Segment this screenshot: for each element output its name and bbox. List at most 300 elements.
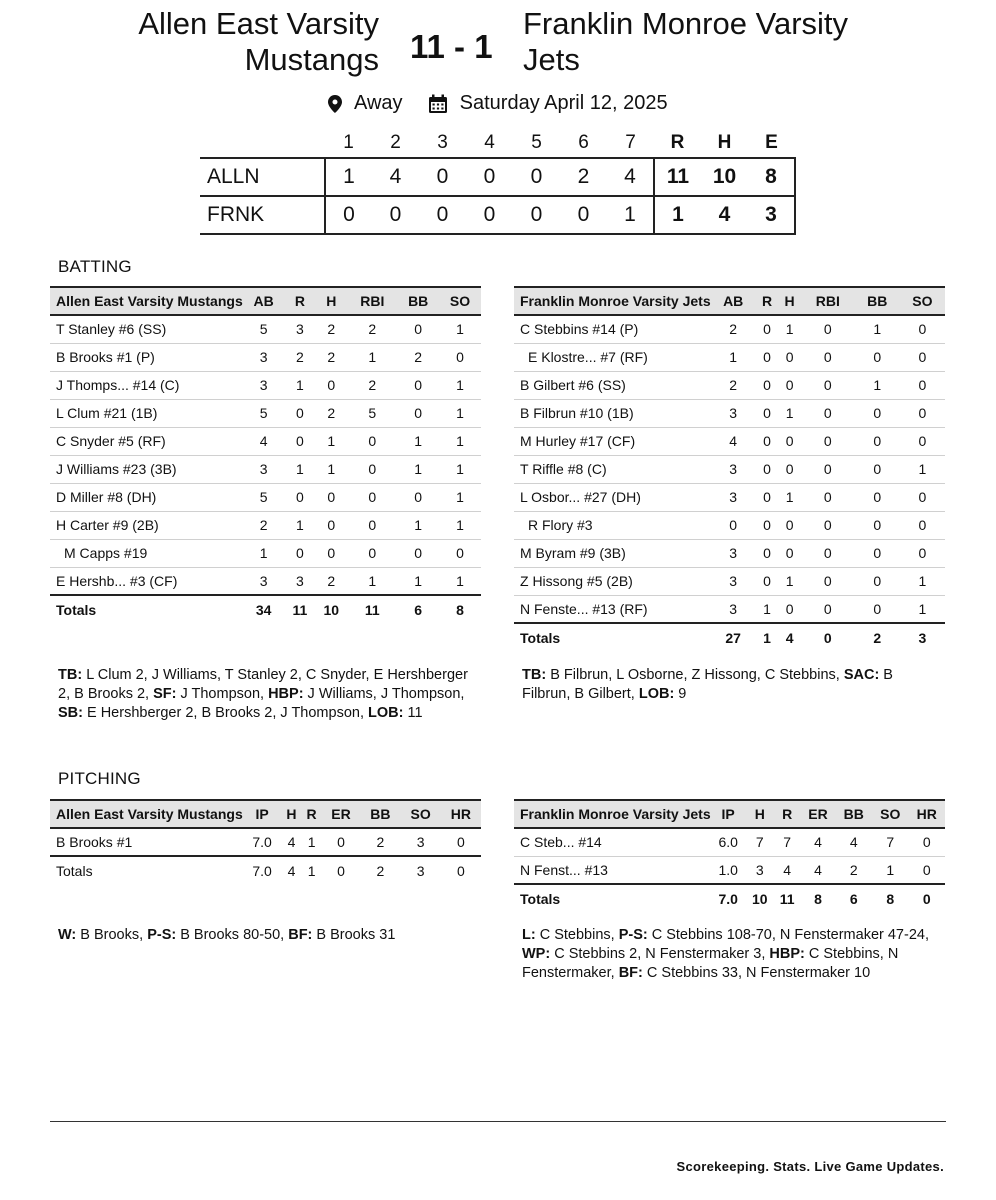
team-header: Allen East Varsity Mustangs bbox=[50, 800, 243, 828]
stat-cell: 0 bbox=[900, 511, 945, 539]
stat-cell: 0 bbox=[778, 427, 801, 455]
batter-row bbox=[514, 567, 945, 595]
stat-cell: 3 bbox=[285, 315, 316, 343]
stat-cell: 0 bbox=[801, 427, 855, 455]
stat-cell: 0 bbox=[900, 483, 945, 511]
stat-cell: 0 bbox=[801, 483, 855, 511]
stat-cell: 0 bbox=[711, 511, 756, 539]
stat-cell: 1 bbox=[756, 595, 779, 623]
column-header: R bbox=[302, 800, 322, 828]
errors-total: 3 bbox=[748, 196, 795, 234]
totals-cell: 6 bbox=[836, 884, 872, 912]
stat-cell: 1 bbox=[439, 371, 481, 399]
note-label: TB: bbox=[522, 667, 547, 683]
stat-cell: 7 bbox=[746, 828, 774, 856]
stat-cell: 1 bbox=[439, 455, 481, 483]
stat-cell: 3 bbox=[243, 343, 285, 371]
totals-label: Totals bbox=[514, 623, 711, 651]
batting-notes-home bbox=[522, 666, 942, 704]
stat-cell: 0 bbox=[855, 511, 900, 539]
note-label: SF: bbox=[153, 686, 177, 702]
batting-section-title: BATTING bbox=[58, 257, 132, 276]
note-label: SAC: bbox=[843, 667, 880, 683]
note-text: B Filbrun, L Osborne, Z Hissong, C Stebbins, bbox=[546, 667, 844, 683]
note-text: 9 bbox=[674, 686, 687, 702]
batter-row bbox=[50, 315, 481, 343]
batter-row bbox=[50, 371, 481, 399]
stat-cell: 0 bbox=[778, 511, 801, 539]
totals-row bbox=[514, 623, 945, 651]
linescore-row-away bbox=[200, 158, 795, 196]
stat-cell: 0 bbox=[397, 315, 439, 343]
stat-cell: 1 bbox=[397, 455, 439, 483]
stat-cell: 2 bbox=[397, 343, 439, 371]
stat-cell: 0 bbox=[315, 371, 347, 399]
stat-cell: 0 bbox=[756, 567, 779, 595]
stat-cell: 0 bbox=[285, 539, 316, 567]
column-header: IP bbox=[711, 800, 746, 828]
totals-cell: 0 bbox=[908, 884, 945, 912]
stat-cell: 1.0 bbox=[711, 856, 746, 884]
pitcher-row bbox=[50, 828, 481, 856]
totals-cell: 10 bbox=[315, 595, 347, 623]
stat-cell: 0 bbox=[778, 371, 801, 399]
stat-cell: 3 bbox=[711, 567, 756, 595]
player-name: E Hershb... #3 (CF) bbox=[50, 567, 243, 595]
batter-row bbox=[50, 511, 481, 539]
totals-cell: 6 bbox=[397, 595, 439, 623]
away-team-line2: Mustangs bbox=[244, 42, 379, 77]
batter-row bbox=[514, 455, 945, 483]
stat-cell: 5 bbox=[243, 399, 285, 427]
stat-cell: 0 bbox=[855, 483, 900, 511]
batter-row bbox=[514, 399, 945, 427]
column-header: H bbox=[281, 800, 301, 828]
stat-cell: 0 bbox=[285, 483, 316, 511]
column-header: SO bbox=[401, 800, 441, 828]
column-header: AB bbox=[243, 287, 285, 315]
stat-cell: 0 bbox=[900, 427, 945, 455]
column-header: IP bbox=[243, 800, 282, 828]
note-text: 11 bbox=[403, 705, 423, 721]
batter-row bbox=[50, 399, 481, 427]
stat-cell: 0 bbox=[778, 455, 801, 483]
stat-cell: 0 bbox=[397, 539, 439, 567]
note-label: TB: bbox=[58, 667, 83, 683]
totals-cell: 34 bbox=[243, 595, 285, 623]
final-score: 11 - 1 bbox=[410, 28, 493, 65]
column-header: H bbox=[315, 287, 347, 315]
stat-cell: 0 bbox=[855, 399, 900, 427]
stat-cell: 7 bbox=[872, 828, 908, 856]
totals-cell: 3 bbox=[900, 623, 945, 651]
stat-cell: 2 bbox=[315, 315, 347, 343]
stat-cell: 4 bbox=[243, 427, 285, 455]
home-team-line1: Franklin Monroe Varsity bbox=[523, 6, 849, 41]
note-text: J Williams, J Thompson, bbox=[303, 686, 465, 702]
inning-score: 0 bbox=[436, 165, 449, 188]
stat-cell: 0 bbox=[441, 828, 481, 856]
totals-cell: 11 bbox=[774, 884, 801, 912]
note-label: BF: bbox=[288, 927, 313, 943]
location-pin-icon bbox=[328, 92, 342, 115]
inning-score: 0 bbox=[530, 203, 543, 226]
inning-4-header: 4 bbox=[484, 131, 495, 153]
stat-cell: 1 bbox=[302, 828, 322, 856]
stat-cell: 2 bbox=[347, 315, 397, 343]
totals-cell: 7.0 bbox=[711, 884, 746, 912]
stat-cell: 2 bbox=[711, 371, 756, 399]
stat-cell: 0 bbox=[756, 511, 779, 539]
stat-cell: 0 bbox=[778, 539, 801, 567]
column-header: R bbox=[756, 287, 779, 315]
stat-cell: 0 bbox=[439, 539, 481, 567]
team-header: Franklin Monroe Varsity Jets bbox=[514, 800, 711, 828]
stat-cell: 3 bbox=[243, 371, 285, 399]
stat-cell: 4 bbox=[774, 856, 801, 884]
column-header: BB bbox=[360, 800, 400, 828]
totals-cell: 1 bbox=[756, 623, 779, 651]
stat-cell: 1 bbox=[439, 511, 481, 539]
totals-cell: 3 bbox=[401, 856, 441, 884]
column-header: SO bbox=[872, 800, 908, 828]
player-name: B Brooks #1 (P) bbox=[50, 343, 243, 371]
team-header: Franklin Monroe Varsity Jets bbox=[514, 287, 711, 315]
pitching-notes-home bbox=[522, 926, 942, 983]
column-header: BB bbox=[855, 287, 900, 315]
game-header bbox=[0, 6, 996, 86]
stat-cell: 2 bbox=[360, 828, 400, 856]
stat-cell: 4 bbox=[800, 828, 835, 856]
column-header: BB bbox=[397, 287, 439, 315]
stat-cell: 3 bbox=[243, 567, 285, 595]
stat-cell: 1 bbox=[855, 371, 900, 399]
note-text: E Hershberger 2, B Brooks 2, J Thompson, bbox=[82, 705, 369, 721]
stat-cell: 1 bbox=[285, 371, 316, 399]
totals-row bbox=[50, 856, 481, 884]
stat-cell: 0 bbox=[908, 856, 945, 884]
pitching-notes-away bbox=[58, 926, 478, 945]
stat-cell: 3 bbox=[711, 539, 756, 567]
away-team-name bbox=[138, 6, 379, 78]
home-team-line2: Jets bbox=[523, 42, 580, 77]
stat-cell: 0 bbox=[397, 483, 439, 511]
stat-cell: 0 bbox=[756, 539, 779, 567]
stat-cell: 0 bbox=[756, 455, 779, 483]
player-name: N Fenst... #13 bbox=[514, 856, 711, 884]
stat-cell: 1 bbox=[439, 315, 481, 343]
batting-table-home bbox=[514, 286, 945, 651]
pitcher-row bbox=[514, 856, 945, 884]
batter-row bbox=[514, 371, 945, 399]
column-header: R bbox=[285, 287, 316, 315]
stat-cell: 1 bbox=[900, 595, 945, 623]
runs-header: R bbox=[670, 131, 685, 153]
stat-cell: 0 bbox=[855, 427, 900, 455]
linescore-team: FRNK bbox=[207, 203, 265, 226]
column-header: H bbox=[778, 287, 801, 315]
stat-cell: 3 bbox=[711, 483, 756, 511]
stat-cell: 3 bbox=[711, 399, 756, 427]
player-name: C Stebbins #14 (P) bbox=[514, 315, 711, 343]
inning-score: 0 bbox=[483, 203, 496, 226]
stat-cell: 2 bbox=[711, 315, 756, 343]
column-header: SO bbox=[439, 287, 481, 315]
player-name: T Riffle #8 (C) bbox=[514, 455, 711, 483]
stat-cell: 4 bbox=[836, 828, 872, 856]
totals-cell: 8 bbox=[872, 884, 908, 912]
note-text: L Clum 2, J Williams, T Stanley 2, C Snyder, E Hershberger 2, B Brooks 2, bbox=[58, 667, 468, 702]
stat-cell: 3 bbox=[711, 455, 756, 483]
stat-cell: 1 bbox=[285, 511, 316, 539]
stat-cell: 0 bbox=[900, 315, 945, 343]
column-header: HR bbox=[908, 800, 945, 828]
stat-cell: 6.0 bbox=[711, 828, 746, 856]
stat-cell: 0 bbox=[439, 343, 481, 371]
stat-cell: 1 bbox=[315, 455, 347, 483]
stat-cell: 0 bbox=[855, 539, 900, 567]
totals-cell: 11 bbox=[347, 595, 397, 623]
column-header: R bbox=[774, 800, 801, 828]
player-name: J Thomps... #14 (C) bbox=[50, 371, 243, 399]
stat-cell: 1 bbox=[439, 483, 481, 511]
stat-cell: 0 bbox=[756, 427, 779, 455]
stat-cell: 5 bbox=[243, 483, 285, 511]
batter-row bbox=[50, 483, 481, 511]
inning-2-header: 2 bbox=[390, 131, 401, 153]
inning-3-header: 3 bbox=[437, 131, 448, 153]
stat-cell: 0 bbox=[315, 483, 347, 511]
stat-cell: 0 bbox=[347, 483, 397, 511]
stat-cell: 0 bbox=[756, 371, 779, 399]
stat-cell: 0 bbox=[756, 343, 779, 371]
inning-score: 0 bbox=[436, 203, 449, 226]
team-header: Allen East Varsity Mustangs bbox=[50, 287, 243, 315]
stat-cell: 0 bbox=[801, 511, 855, 539]
stat-cell: 0 bbox=[801, 455, 855, 483]
hits-total: 4 bbox=[718, 203, 731, 226]
inning-score: 0 bbox=[325, 196, 372, 234]
inning-1-header: 1 bbox=[343, 131, 354, 153]
stat-cell: 7.0 bbox=[243, 828, 282, 856]
location-text: Away bbox=[353, 92, 403, 115]
column-header: ER bbox=[322, 800, 361, 828]
stat-cell: 1 bbox=[778, 483, 801, 511]
stat-cell: 1 bbox=[347, 343, 397, 371]
batter-row bbox=[514, 427, 945, 455]
stat-cell: 0 bbox=[285, 427, 316, 455]
note-text: C Stebbins 33, N Fenstermaker 10 bbox=[642, 965, 871, 981]
inning-6-header: 6 bbox=[578, 131, 589, 153]
stat-cell: 3 bbox=[746, 856, 774, 884]
stat-cell: 0 bbox=[900, 399, 945, 427]
stat-cell: 0 bbox=[285, 399, 316, 427]
stat-cell: 0 bbox=[855, 595, 900, 623]
player-name: M Byram #9 (3B) bbox=[514, 539, 711, 567]
totals-row bbox=[514, 884, 945, 912]
stat-cell: 1 bbox=[397, 427, 439, 455]
game-date: Saturday April 12, 2025 bbox=[459, 92, 668, 115]
inning-7-header: 7 bbox=[625, 131, 636, 153]
stat-cell: 0 bbox=[756, 315, 779, 343]
player-name: Z Hissong #5 (2B) bbox=[514, 567, 711, 595]
totals-cell: 11 bbox=[285, 595, 316, 623]
away-team-line1: Allen East Varsity bbox=[138, 6, 379, 41]
stat-cell: 0 bbox=[315, 511, 347, 539]
note-label: P-S: bbox=[147, 927, 177, 943]
home-team-name bbox=[523, 6, 848, 78]
table-header-row bbox=[514, 287, 945, 315]
linescore-row-home bbox=[200, 196, 795, 234]
pitching-table-away bbox=[50, 799, 481, 884]
inning-score: 4 bbox=[389, 165, 402, 188]
note-label: LOB: bbox=[368, 705, 404, 721]
linescore-header-row bbox=[200, 128, 795, 158]
player-name: D Miller #8 (DH) bbox=[50, 483, 243, 511]
column-header: RBI bbox=[801, 287, 855, 315]
batter-row bbox=[50, 427, 481, 455]
pitching-section-title: PITCHING bbox=[58, 769, 141, 788]
totals-row bbox=[50, 595, 481, 623]
table-header-row bbox=[514, 800, 945, 828]
batter-row bbox=[514, 483, 945, 511]
inning-score: 0 bbox=[389, 203, 402, 226]
stat-cell: 3 bbox=[285, 567, 316, 595]
stat-cell: 0 bbox=[855, 455, 900, 483]
stat-cell: 1 bbox=[900, 567, 945, 595]
column-header: H bbox=[746, 800, 774, 828]
stat-cell: 0 bbox=[347, 455, 397, 483]
column-header: BB bbox=[836, 800, 872, 828]
player-name: N Fenste... #13 (RF) bbox=[514, 595, 711, 623]
stat-cell: 2 bbox=[315, 343, 347, 371]
totals-cell: 2 bbox=[855, 623, 900, 651]
player-name: B Filbrun #10 (1B) bbox=[514, 399, 711, 427]
note-text: J Thompson, bbox=[176, 686, 269, 702]
note-label: BF: bbox=[618, 965, 643, 981]
pitcher-row bbox=[514, 828, 945, 856]
totals-label: Totals bbox=[50, 856, 243, 884]
stat-cell: 1 bbox=[711, 343, 756, 371]
totals-label: Totals bbox=[514, 884, 711, 912]
player-name: E Klostre... #7 (RF) bbox=[514, 343, 711, 371]
inning-score: 0 bbox=[483, 165, 496, 188]
note-label: P-S: bbox=[618, 927, 648, 943]
linescore-team: ALLN bbox=[207, 165, 260, 188]
inning-score: 1 bbox=[624, 203, 636, 226]
stat-cell: 1 bbox=[347, 567, 397, 595]
note-text: B Brooks 80-50, bbox=[176, 927, 289, 943]
totals-label: Totals bbox=[50, 595, 243, 623]
inning-score: 4 bbox=[624, 165, 636, 188]
column-header: HR bbox=[441, 800, 481, 828]
totals-cell: 0 bbox=[322, 856, 361, 884]
totals-cell: 4 bbox=[281, 856, 301, 884]
stat-cell: 1 bbox=[778, 567, 801, 595]
inning-score: 0 bbox=[577, 203, 590, 226]
stat-cell: 2 bbox=[836, 856, 872, 884]
player-name: C Steb... #14 bbox=[514, 828, 711, 856]
game-meta bbox=[0, 92, 996, 115]
stat-cell: 1 bbox=[397, 567, 439, 595]
stat-cell: 0 bbox=[801, 343, 855, 371]
totals-cell: 7.0 bbox=[243, 856, 282, 884]
totals-cell: 4 bbox=[778, 623, 801, 651]
player-name: M Capps #19 bbox=[50, 539, 243, 567]
batter-row bbox=[50, 343, 481, 371]
runs-total: 11 bbox=[654, 158, 701, 196]
stat-cell: 0 bbox=[347, 511, 397, 539]
note-text: B Brooks, bbox=[76, 927, 148, 943]
stat-cell: 0 bbox=[756, 483, 779, 511]
totals-cell: 27 bbox=[711, 623, 756, 651]
stat-cell: 0 bbox=[801, 539, 855, 567]
stat-cell: 2 bbox=[243, 511, 285, 539]
stat-cell: 0 bbox=[347, 539, 397, 567]
batting-notes-away bbox=[58, 666, 478, 723]
stat-cell: 0 bbox=[855, 343, 900, 371]
totals-cell: 8 bbox=[800, 884, 835, 912]
stat-cell: 0 bbox=[855, 567, 900, 595]
column-header: SO bbox=[900, 287, 945, 315]
player-name: B Brooks #1 bbox=[50, 828, 243, 856]
batter-row bbox=[50, 539, 481, 567]
stat-cell: 1 bbox=[315, 427, 347, 455]
note-label: HBP: bbox=[268, 686, 304, 702]
player-name: L Osbor... #27 (DH) bbox=[514, 483, 711, 511]
stat-cell: 2 bbox=[285, 343, 316, 371]
stat-cell: 0 bbox=[322, 828, 361, 856]
stat-cell: 5 bbox=[243, 315, 285, 343]
stat-cell: 3 bbox=[711, 595, 756, 623]
totals-cell: 0 bbox=[801, 623, 855, 651]
table-header-row bbox=[50, 800, 481, 828]
hits-header: H bbox=[717, 131, 732, 153]
batting-table-away bbox=[50, 286, 481, 623]
stat-cell: 1 bbox=[243, 539, 285, 567]
totals-cell: 0 bbox=[441, 856, 481, 884]
stat-cell: 0 bbox=[778, 595, 801, 623]
stat-cell: 0 bbox=[900, 539, 945, 567]
stat-cell: 2 bbox=[315, 399, 347, 427]
calendar-icon bbox=[428, 92, 448, 115]
note-text: B Brooks 31 bbox=[312, 927, 396, 943]
note-text: C Stebbins, N Fenstermaker, bbox=[522, 946, 899, 981]
batter-row bbox=[514, 595, 945, 623]
footer-divider bbox=[50, 1121, 946, 1122]
stat-cell: 1 bbox=[778, 399, 801, 427]
stat-cell: 1 bbox=[439, 427, 481, 455]
batter-row bbox=[514, 343, 945, 371]
stat-cell: 0 bbox=[801, 595, 855, 623]
stat-cell: 4 bbox=[711, 427, 756, 455]
stat-cell: 0 bbox=[801, 371, 855, 399]
footer-tagline: Scorekeeping. Stats. Live Game Updates. bbox=[676, 1159, 944, 1174]
column-header: RBI bbox=[347, 287, 397, 315]
stat-cell: 0 bbox=[397, 399, 439, 427]
errors-total: 8 bbox=[748, 158, 795, 196]
note-text: C Stebbins 2, N Fenstermaker 3, bbox=[550, 946, 770, 962]
stat-cell: 0 bbox=[315, 539, 347, 567]
note-label: L: bbox=[522, 927, 536, 943]
stat-cell: 3 bbox=[401, 828, 441, 856]
stat-cell: 0 bbox=[908, 828, 945, 856]
batter-row bbox=[514, 511, 945, 539]
stat-cell: 0 bbox=[801, 315, 855, 343]
player-name: L Clum #21 (1B) bbox=[50, 399, 243, 427]
stat-cell: 1 bbox=[900, 455, 945, 483]
stat-cell: 1 bbox=[872, 856, 908, 884]
